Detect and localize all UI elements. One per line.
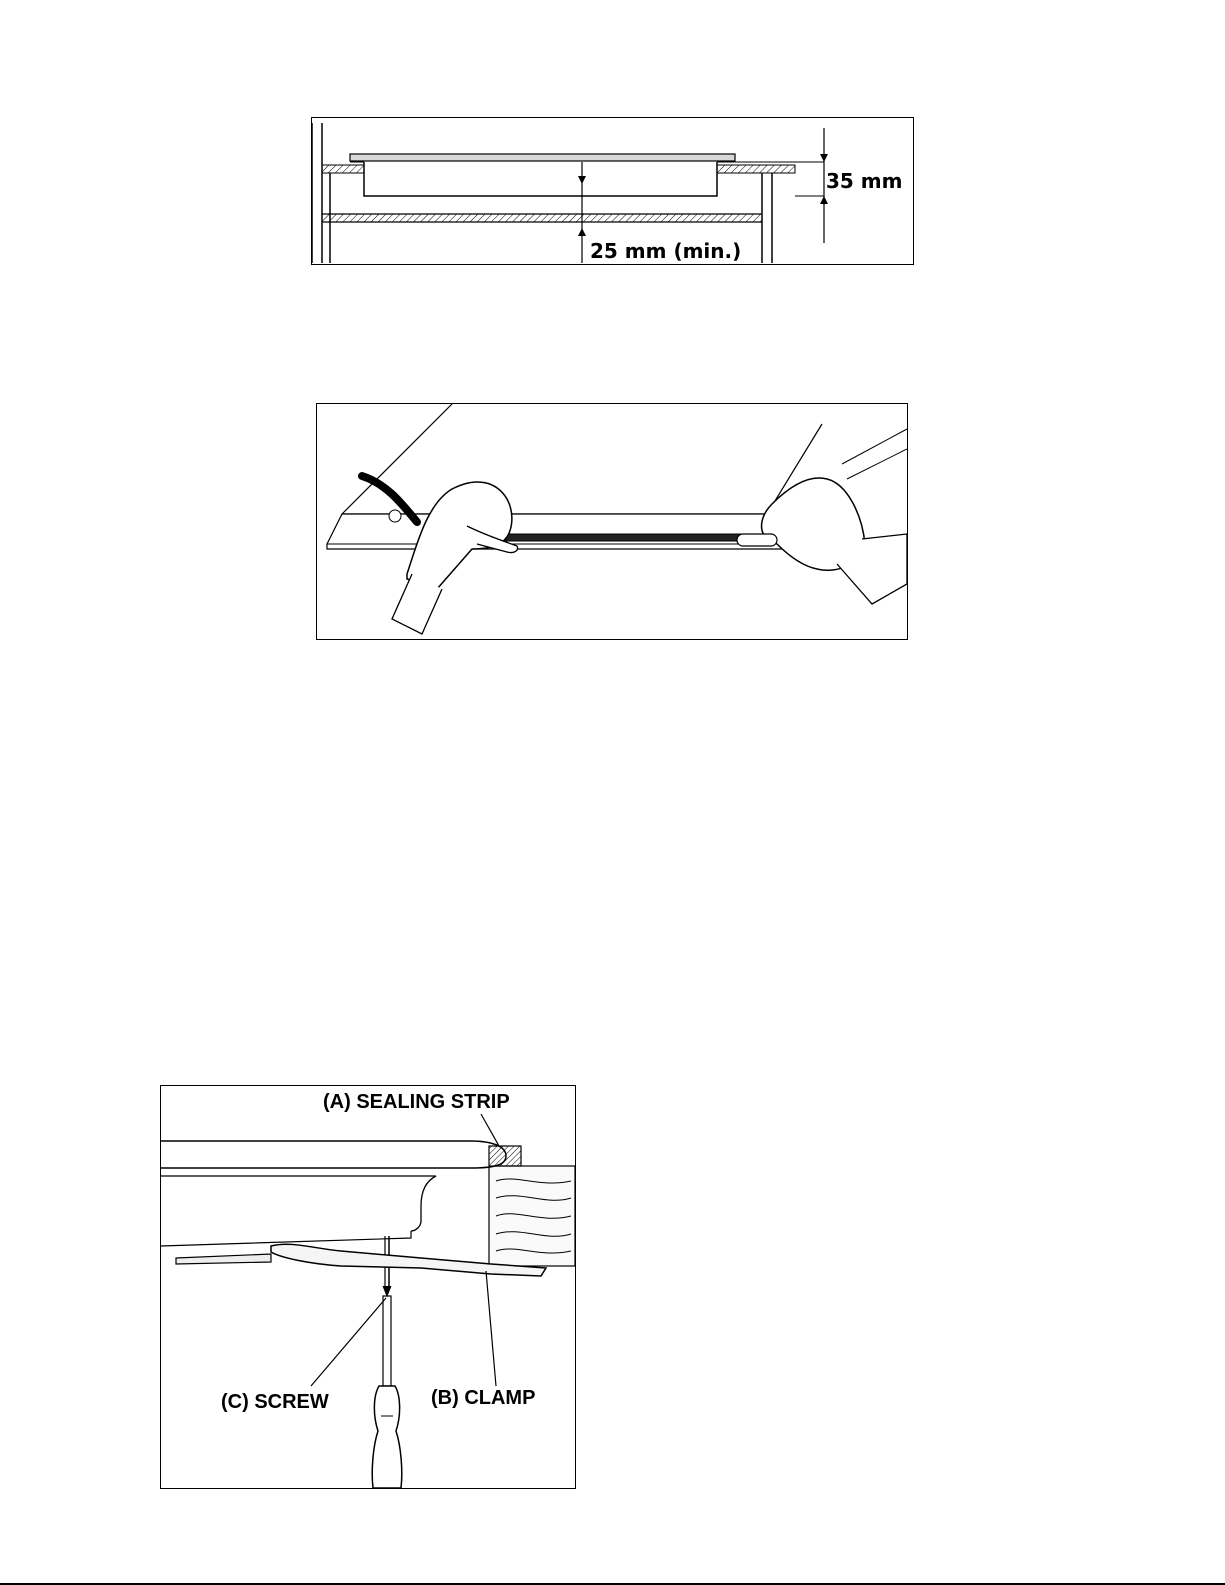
clearance-label: 25 mm (min.): [590, 239, 742, 263]
hob-top: [161, 1141, 506, 1168]
hob-body: [364, 162, 717, 196]
clamp-leader: [486, 1271, 496, 1386]
separation-shelf: [322, 214, 762, 222]
clamp-label: (B) CLAMP: [431, 1387, 536, 1409]
depth-label: 35 mm: [826, 169, 903, 193]
sealing-strip-label: (A) SEALING STRIP: [323, 1091, 510, 1113]
screwdriver-handle: [372, 1386, 402, 1488]
sealing-strip-application-illustration: [316, 403, 908, 640]
worktop-right: [717, 165, 795, 173]
screwdriver-shaft: [383, 1296, 391, 1386]
screw-label: (C) SCREW: [221, 1391, 329, 1413]
worktop-left: [322, 165, 364, 173]
clamp-fixing-illustration: [160, 1085, 576, 1489]
screw-leader: [311, 1298, 386, 1386]
recess-section-drawing: [312, 118, 912, 263]
sealing-strip: [489, 1146, 521, 1166]
hob-glass-top: [350, 154, 735, 161]
sealing-strip-drawing: [317, 404, 907, 639]
clamp-fixing-drawing: [161, 1086, 575, 1488]
left-hand: [407, 482, 512, 589]
recess-section-diagram: [311, 117, 914, 265]
